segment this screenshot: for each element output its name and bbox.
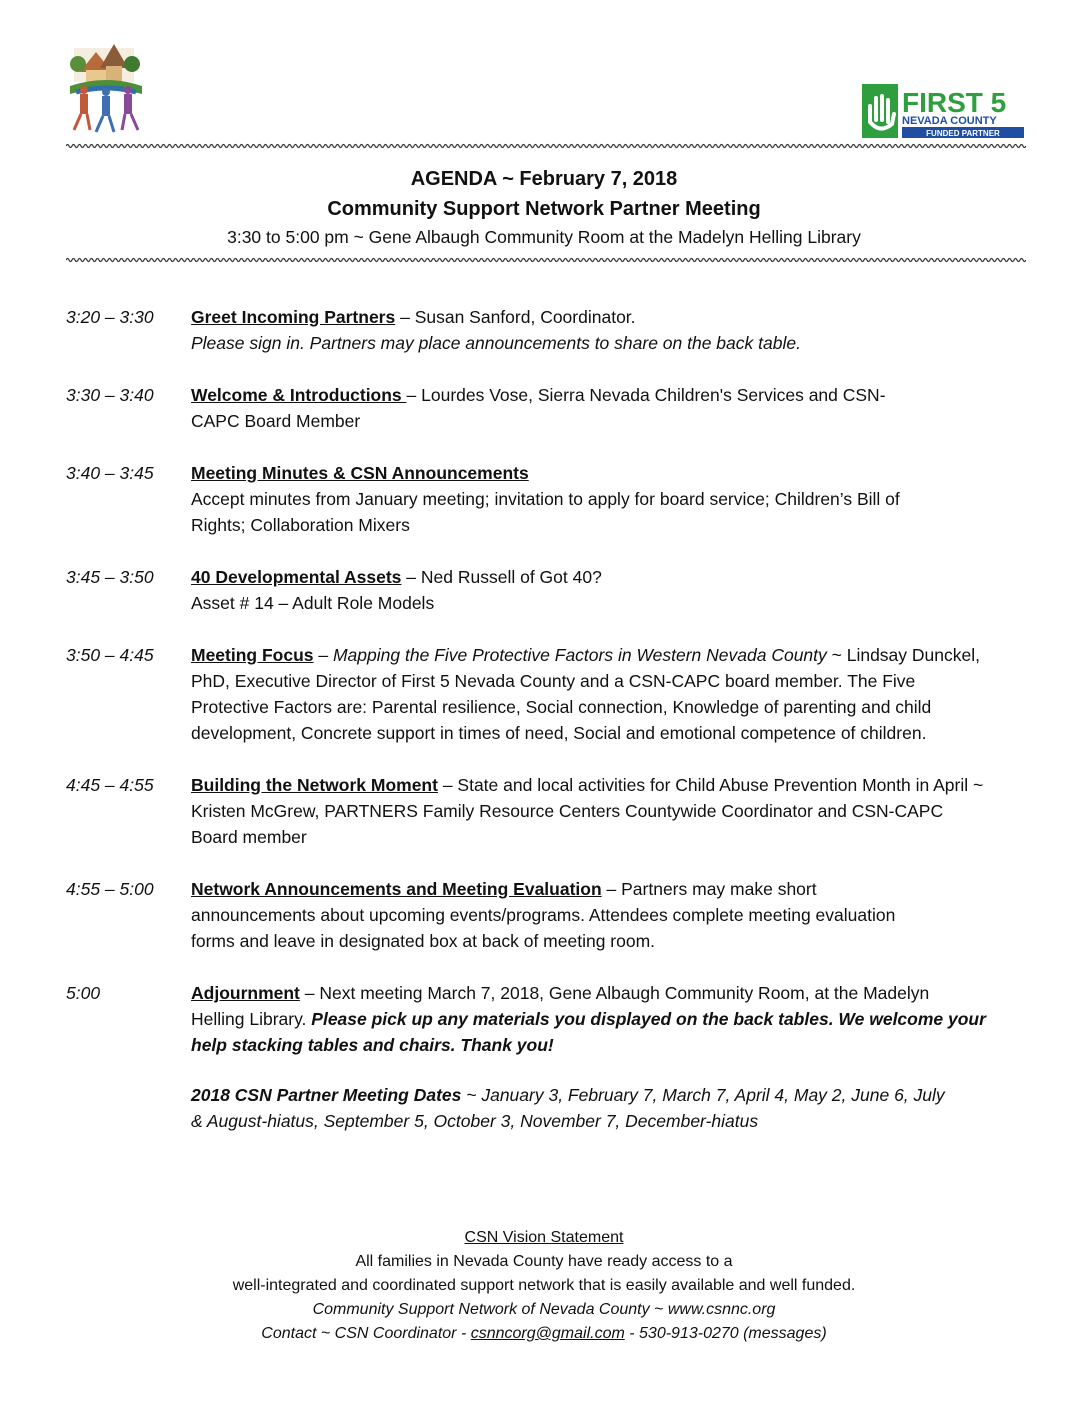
- agenda-time: 5:00: [66, 983, 101, 1003]
- agenda-item: [66, 382, 986, 434]
- agenda-time: 3:20 – 3:30: [66, 307, 154, 327]
- agenda-item: [66, 642, 986, 746]
- meeting-time-place: 3:30 to 5:00 pm ~ Gene Albaugh Community Room at the Madelyn Helling Library: [227, 227, 861, 247]
- agenda-time: 3:50 – 4:45: [66, 645, 154, 665]
- vision-line1: All families in Nevada County have ready access to a: [355, 1253, 733, 1270]
- agenda-text: Accept minutes from January meeting; invitation to apply for board service; Children’s Bill of Rights; Collaboration Mixers: [191, 489, 900, 535]
- vision-title: CSN Vision Statement: [464, 1229, 624, 1246]
- agenda-bold-note: Please pick up any materials you displayed on the back tables. We welcome your help stacking tables and chairs. Thank you!: [191, 1009, 986, 1055]
- first5-logo: [862, 84, 1024, 138]
- org-line: Community Support Network of Nevada County ~ www.csnnc.org: [312, 1301, 776, 1318]
- agenda-item: [66, 876, 986, 954]
- agenda-heading: Meeting Minutes & CSN Announcements: [191, 463, 529, 483]
- meeting-name: Community Support Network Partner Meeting: [327, 198, 761, 220]
- agenda-text: – Partners may make short announcements about upcoming events/programs. Attendees complete meeting evaluation forms and leave in designated box at back of meeting room.: [191, 879, 896, 951]
- contact-prefix: Contact ~ CSN Coordinator -: [261, 1325, 471, 1342]
- agenda-time: 3:30 – 3:40: [66, 385, 154, 405]
- agenda-heading: 40 Developmental Assets: [191, 567, 402, 587]
- logo-line2: NEVADA COUNTY: [902, 115, 997, 127]
- agenda-text: – Next meeting March 7, 2018, Gene Albaugh Community Room, at the Madelyn Helling Library.: [191, 983, 930, 1029]
- agenda-text: – Lourdes Vose, Sierra Nevada Children's Services and CSN-CAPC Board Member: [191, 385, 886, 431]
- agenda-heading: Welcome & Introductions: [191, 385, 407, 405]
- agenda-text: – Susan Sanford, Coordinator.: [395, 307, 636, 327]
- agenda-item: [66, 772, 986, 850]
- agenda-list: [66, 304, 986, 1134]
- wavy-divider-top: [66, 142, 1026, 150]
- agenda-time: 4:45 – 4:55: [66, 775, 154, 795]
- agenda-heading: Greet Incoming Partners: [191, 307, 396, 327]
- vision-line2: well-integrated and coordinated support network that is easily available and well funded.: [232, 1277, 856, 1294]
- contact-email-link[interactable]: csnncorg@gmail.com: [470, 1325, 625, 1342]
- agenda-title: AGENDA ~ February 7, 2018: [410, 168, 678, 190]
- agenda-heading: Network Announcements and Meeting Evaluation: [191, 879, 602, 899]
- meeting-dates-list: ~ January 3, February 7, March 7, April 4, May 2, June 6, July & August-hiatus, September 5, October 3, November 7, December-hiatus: [191, 1085, 945, 1131]
- logo-line3: FUNDED PARTNER: [926, 129, 1000, 138]
- agenda-heading: Building the Network Moment: [191, 775, 438, 795]
- agenda-text: – State and local activities for Child Abuse Prevention Month in April ~ Kristen McGrew, PARTNERS Family Resource Centers Countywide Coordinator and CSN-CAPC Board member: [191, 775, 984, 847]
- agenda-time: 3:45 – 3:50: [66, 567, 154, 587]
- contact-suffix: - 530-913-0270 (messages): [624, 1325, 827, 1342]
- agenda-item: [66, 304, 986, 356]
- agenda-header: [66, 164, 1022, 250]
- agenda-item: [66, 460, 986, 538]
- vision-footer: [66, 1226, 1022, 1346]
- agenda-item: [66, 980, 986, 1058]
- agenda-text: – Ned Russell of Got 40?: [401, 567, 602, 587]
- agenda-text-line2: Asset # 14 – Adult Role Models: [191, 593, 435, 613]
- agenda-heading: Meeting Focus: [191, 645, 314, 665]
- agenda-note: Please sign in. Partners may place announcements to share on the back table.: [191, 333, 801, 353]
- agenda-dash: –: [313, 645, 333, 665]
- agenda-time: 3:40 – 3:45: [66, 463, 154, 483]
- meeting-dates-label: 2018 CSN Partner Meeting Dates: [191, 1085, 462, 1105]
- wavy-divider-bottom: [66, 256, 1026, 264]
- logo-line1: FIRST 5: [902, 87, 1007, 118]
- agenda-heading: Adjournment: [191, 983, 300, 1003]
- meeting-dates: [191, 1082, 986, 1134]
- agenda-text: ~ Lindsay Dunckel, PhD, Executive Director of First 5 Nevada County and a CSN-CAPC board member. The Five Protective Factors are: Parental resilience, Social connection, Knowledge of parenting and child development, Concrete support in times of need, Social and emotional competence of children.: [191, 645, 980, 743]
- agenda-item: [66, 564, 986, 616]
- agenda-focus: Mapping the Five Protective Factors in Western Nevada County: [332, 645, 827, 665]
- agenda-time: 4:55 – 5:00: [66, 879, 154, 899]
- community-network-logo: [66, 38, 146, 136]
- contact-line: [66, 1322, 1022, 1346]
